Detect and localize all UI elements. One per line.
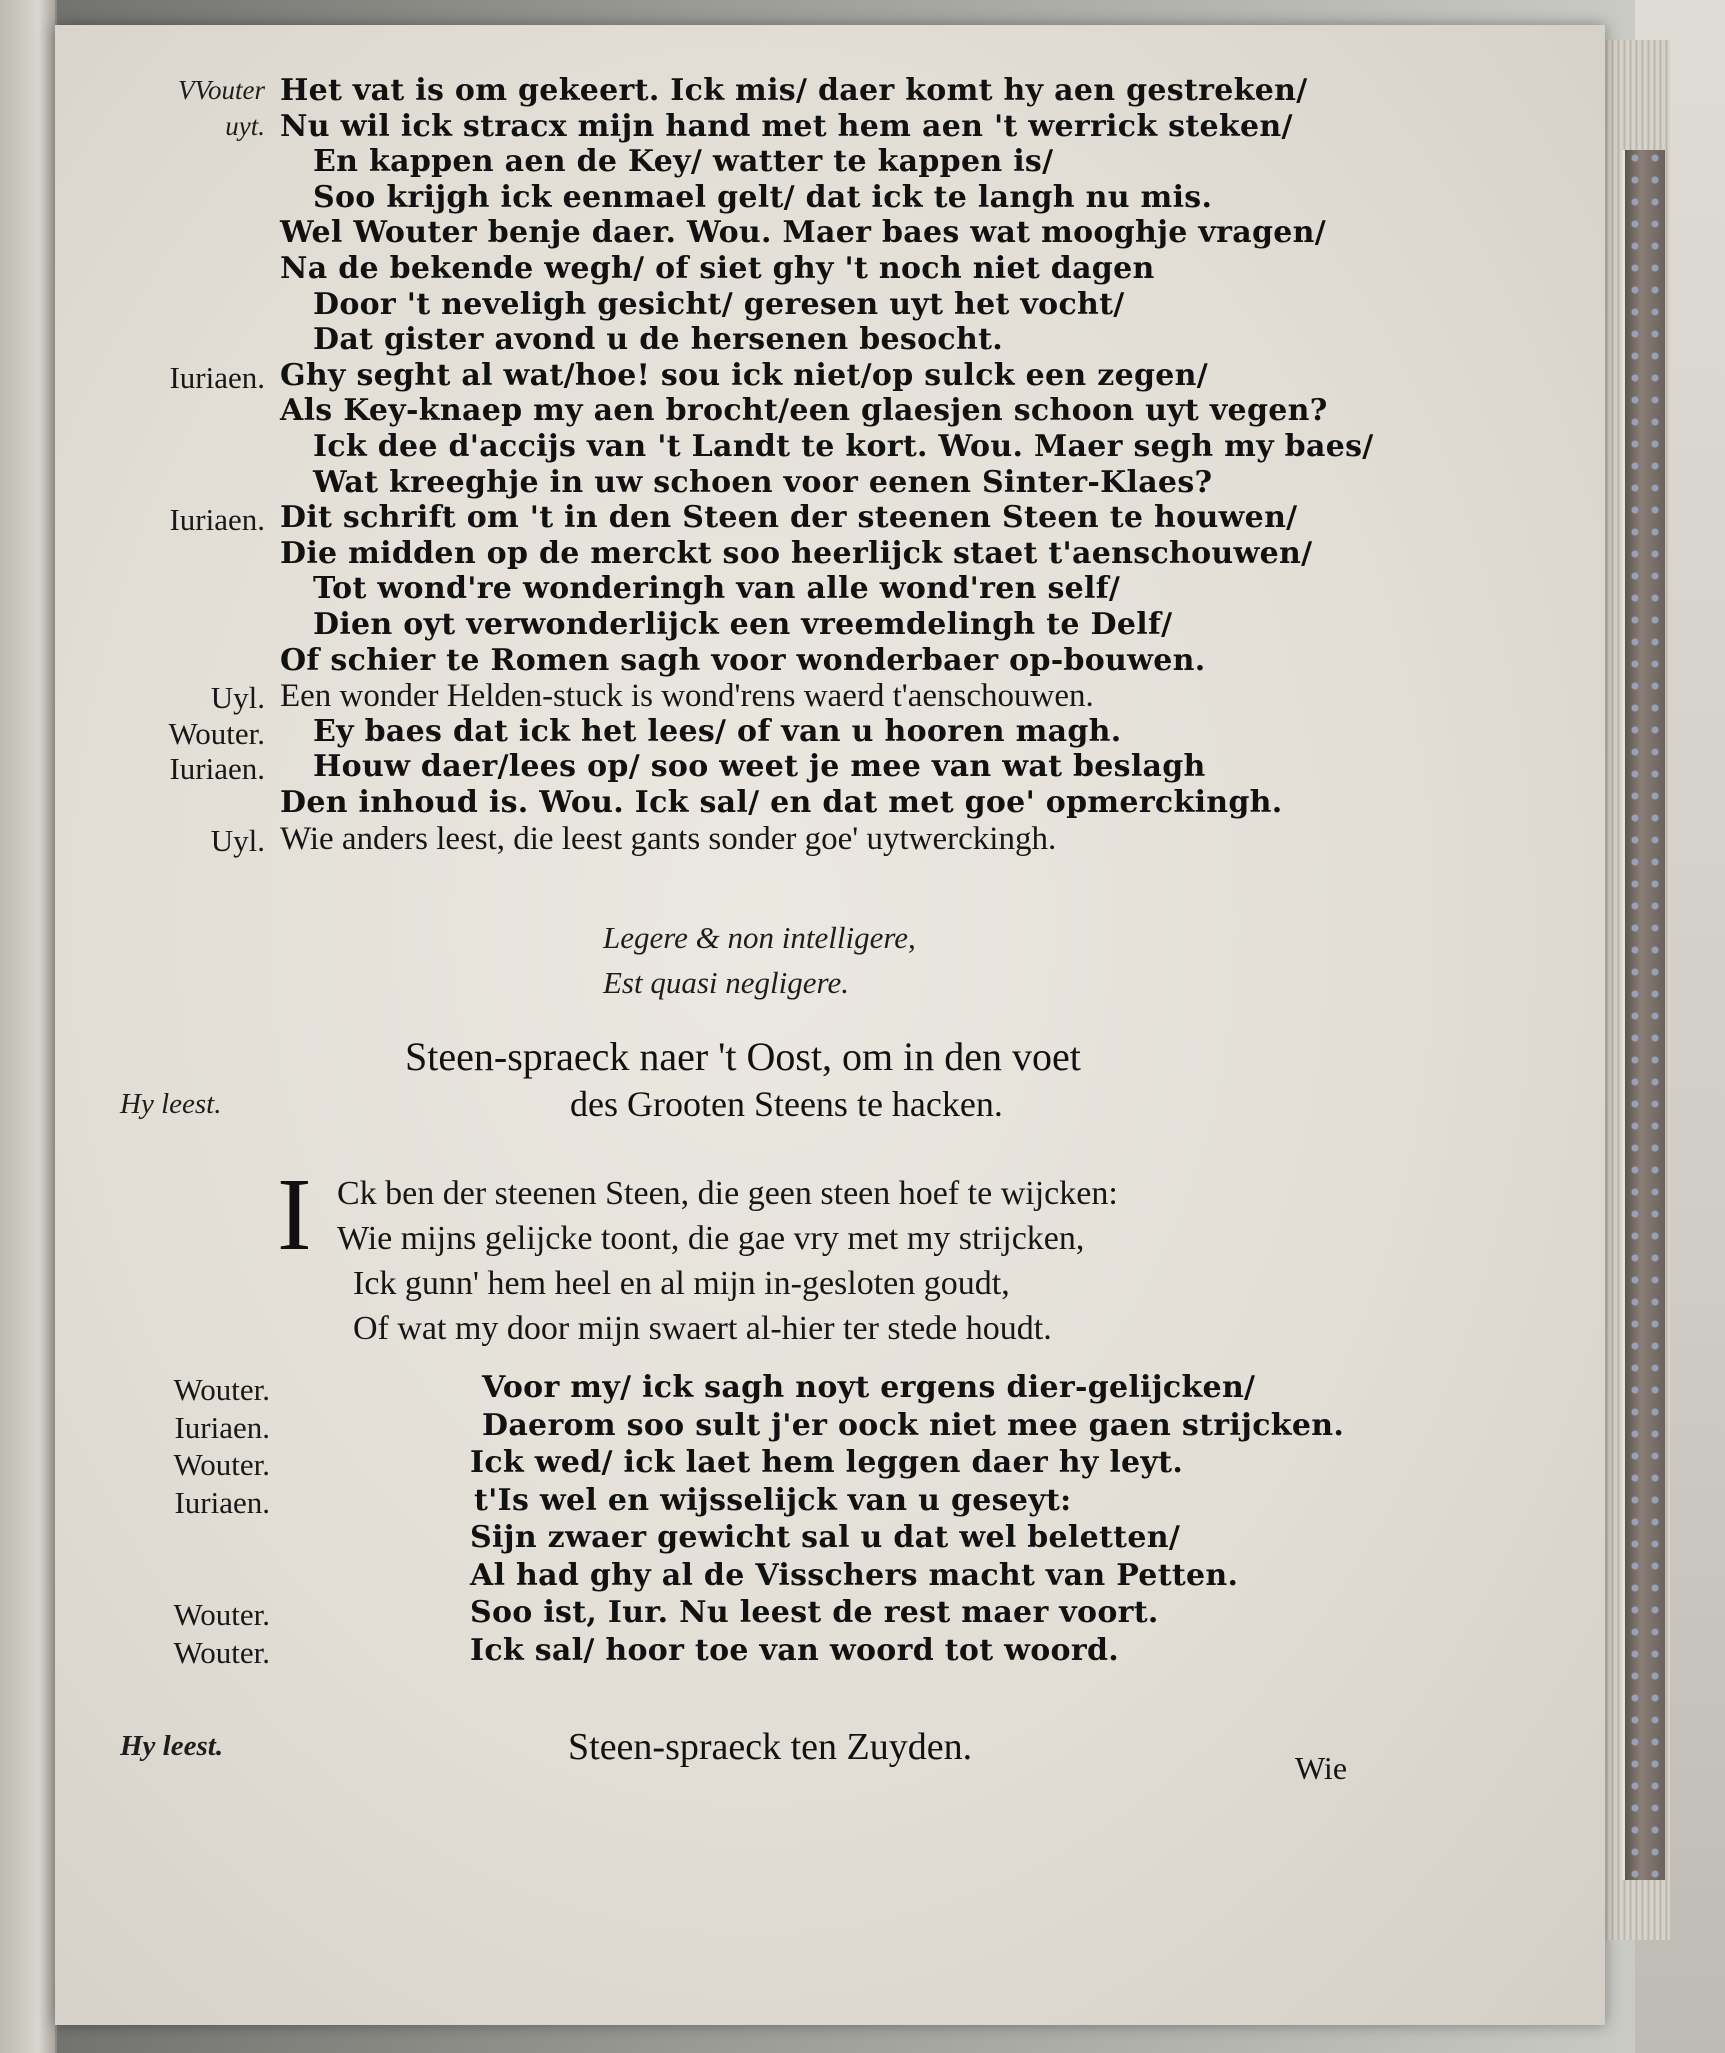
speaker-label: VVouter <box>178 75 265 105</box>
poem-line-3: Ick gunn' hem heel en al mijn in-gesloten goudt, <box>353 1265 1010 1302</box>
latin-line-2: Est quasi negligere. <box>603 965 849 1000</box>
marbled-endpaper <box>1622 150 1665 1880</box>
speaker-label: Wouter. <box>168 715 265 751</box>
verse-line: En kappen aen de Key/ watter te kappen is/ <box>313 144 1054 180</box>
verse-line: Die midden op de merckt soo heerlijck staet t'aenschouwen/ <box>280 535 1313 571</box>
verse-line: Nu wil ick stracx mijn hand met hem aen 't werrick steken/ <box>280 108 1293 144</box>
verse-line: Ick sal/ hoor toe van woord tot woord. <box>470 1632 1119 1668</box>
verse-line: Soo krijgh ick eenmael gelt/ dat ick te langh nu mis. <box>313 179 1213 215</box>
verse-line: Den inhoud is. Wou. Ick sal/ en dat met goe' opmerckingh. <box>280 785 1283 820</box>
verse-line: Ick wed/ ick laet hem leggen daer hy leyt. <box>470 1445 1184 1480</box>
speaker-label: Iuriaen. <box>169 502 265 538</box>
speaker-label: Wouter. <box>173 1372 270 1407</box>
catchword: Wie <box>1295 1750 1348 1786</box>
verse-line: t'Is wel en wijsselijck van u geseyt: <box>474 1482 1072 1518</box>
drop-cap: I <box>277 1157 312 1272</box>
speaker-label: Uyl. <box>210 822 265 858</box>
verse-line: Wat kreeghje in uw schoen voor eenen Sinter-Klaes? <box>313 464 1213 500</box>
verse-line: Houw daer/lees op/ soo weet je mee van wat beslagh <box>313 749 1206 785</box>
show-through-text <box>1385 305 1525 1605</box>
verse-line: Dien oyt verwonderlijck een vreemdelingh te Delf/ <box>313 607 1173 642</box>
verse-line: Soo ist, Iur. Nu leest de rest maer voort. <box>470 1595 1159 1630</box>
poem-line-2: Wie mijns gelijcke toont, die gae vry met my strijcken, <box>337 1220 1085 1257</box>
verse-line: Wel Wouter benje daer. Wou. Maer baes wat mooghje vragen/ <box>280 215 1327 251</box>
verse-line: Daerom soo sult j'er oock niet mee gaen strijcken. <box>482 1407 1345 1443</box>
verse-line: Een wonder Helden-stuck is wond'rens waerd t'aenschouwen. <box>280 678 1094 715</box>
speaker-label: uyt. <box>225 110 265 141</box>
speaker-label: Iuriaen. <box>169 359 265 395</box>
verse-line: Of schier te Romen sagh voor wonderbaer op-bouwen. <box>280 642 1206 678</box>
heading2: Steen-spraeck ten Zuyden. <box>568 1726 973 1768</box>
heading1-line-1: Steen-spraeck naer 't Oost, om in den voet <box>405 1034 1081 1079</box>
poem-line-4: Of wat my door mijn swaert al-hier ter stede houdt. <box>353 1310 1052 1347</box>
book-page <box>55 25 1605 2025</box>
verse-line: Wie anders leest, die leest gants sonder goe' uytwerckingh. <box>280 820 1057 857</box>
verse-line: Ghy seght al wat/hoe! sou ick niet/op sulck een zegen/ <box>280 357 1209 393</box>
heading1-margin-note: Hy leest. <box>120 1088 222 1120</box>
speaker-label: Iuriaen. <box>169 751 265 787</box>
poem-line-1: Ck ben der steenen Steen, die geen steen hoef te wijcken: <box>337 1175 1118 1212</box>
heading2-margin-note: Hy leest. <box>120 1730 224 1762</box>
speaker-label: Uyl. <box>210 680 265 716</box>
latin-line-1: Legere & non intelligere, <box>603 920 916 955</box>
verse-line: Dit schrift om 't in den Steen der steenen Steen te houwen/ <box>280 500 1298 536</box>
heading1-line-2: des Grooten Steens te hacken. <box>570 1084 1003 1124</box>
verse-line: Al had ghy al de Visschers macht van Petten. <box>470 1557 1239 1593</box>
speaker-label: Iuriaen. <box>174 1484 270 1520</box>
speaker-label: Wouter. <box>173 1597 270 1632</box>
facing-page-edge <box>0 0 57 2053</box>
verse-line: Ey baes dat ick het lees/ of van u hooren magh. <box>313 713 1122 749</box>
verse-line: Ick dee d'accijs van 't Landt te kort. Wou. Maer segh my baes/ <box>313 429 1374 464</box>
speaker-label: Wouter. <box>173 1447 270 1482</box>
verse-line: Dat gister avond u de hersenen besocht. <box>313 322 1003 358</box>
verse-line: Door 't neveligh gesicht/ geresen uyt het vocht/ <box>313 286 1125 322</box>
speaker-label: Wouter. <box>173 1634 270 1670</box>
verse-line: Als Key-knaep my aen brocht/een glaesjen schoon uyt vegen? <box>280 393 1328 429</box>
verse-line: Voor my/ ick sagh noyt ergens dier-gelijcken/ <box>482 1370 1256 1405</box>
verse-line: Tot wond're wonderingh van alle wond'ren self/ <box>313 571 1121 607</box>
verse-line: Sijn zwaer gewicht sal u dat wel beletten/ <box>470 1520 1181 1555</box>
speaker-label: Iuriaen. <box>174 1409 270 1445</box>
verse-line: Na de bekende wegh/ of siet ghy 't noch niet dagen <box>280 251 1155 286</box>
verse-line: Het vat is om gekeert. Ick mis/ daer komt hy aen gestreken/ <box>280 73 1308 108</box>
